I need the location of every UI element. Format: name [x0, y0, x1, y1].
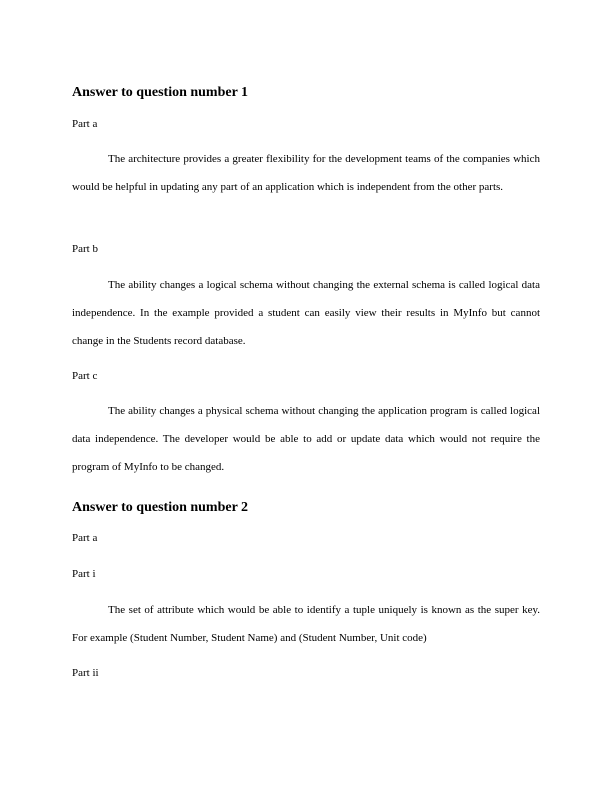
q2-part-i-paragraph: The set of attribute which would be able to identify a tuple uniquely is known as the super key. For example (Student Number, Student Name) and (Student Number, Unit code) — [72, 604, 540, 644]
q2-part-ii-label: Part ii — [72, 667, 99, 679]
q1-part-c-label: Part c — [72, 370, 98, 382]
q2-part-a-label: Part a — [72, 532, 98, 544]
q2-heading: Answer to question number 2 — [72, 500, 249, 515]
q1-part-a-paragraph: The architecture provides a greater flexibility for the development teams of the companies which would be helpful in updating any part of an application which is independent from the other parts. — [72, 153, 540, 193]
q1-heading: Answer to question number 1 — [72, 85, 249, 100]
q1-part-b-label: Part b — [72, 243, 98, 255]
q1-part-a-label: Part a — [72, 118, 98, 130]
q2-part-i-label: Part i — [72, 568, 96, 580]
q1-part-c-paragraph: The ability changes a physical schema without changing the application program is called logical data independence. The developer would be able to add or update data which would not require the program of MyInfo to be changed. — [72, 405, 540, 473]
q1-part-b-paragraph: The ability changes a logical schema without changing the external schema is called logical data independence. In the example provided a student can easily view their results in MyInfo but cannot change in the Students record database. — [72, 279, 540, 347]
